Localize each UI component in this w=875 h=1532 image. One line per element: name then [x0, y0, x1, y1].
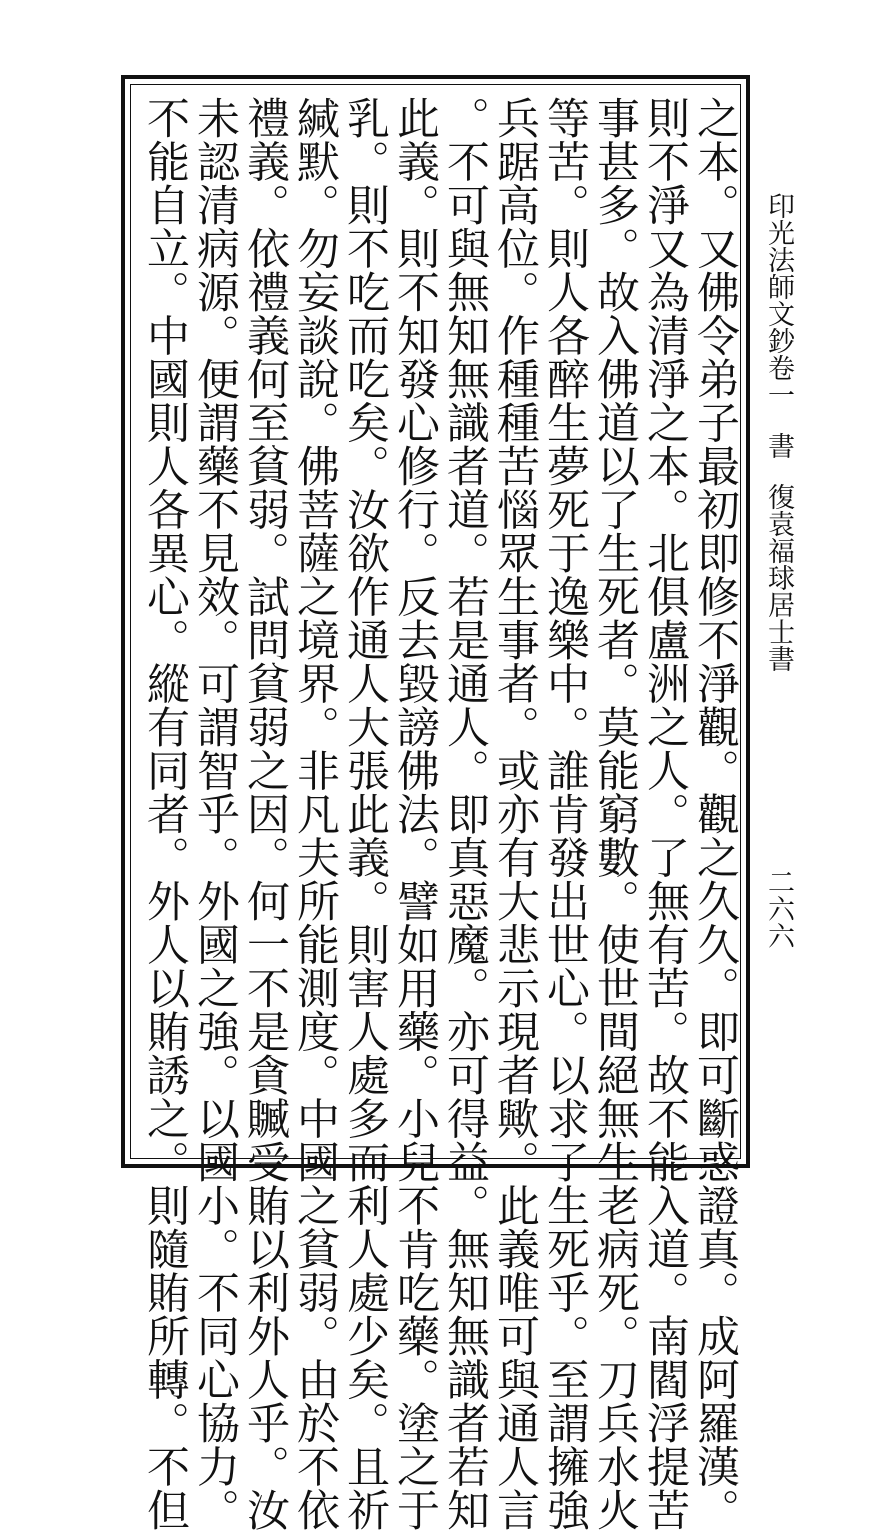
section-label: 書 — [763, 432, 794, 459]
text-column: 禮義。依禮義何至貧弱。試問貧弱之因。何一不是貪贓受賄以利外人乎。汝 — [240, 96, 290, 1532]
text-column: 未認清病源。便謂藥不見效。可謂智乎。外國之強。以國小。不同心協力。 — [190, 96, 240, 1532]
text-column: 事甚多。故入佛道以了生死者。莫能窮數。使世間絕無生老病死。刀兵水火 — [590, 96, 640, 1532]
text-column: 之本。又佛令弟子最初即修不淨觀。觀之久久。即可斷惑證真。成阿羅漢。 — [690, 96, 740, 1532]
text-column: 兵踞高位。作種種苦惱眾生事者。或亦有大悲示現者歟。此義唯可與通人言 — [490, 96, 540, 1532]
text-column: 等苦。則人各醉生夢死于逸樂中。誰肯發出世心。以求了生死乎。至謂擁強 — [540, 96, 590, 1532]
text-column: 則不淨又為清淨之本。北俱盧洲之人。了無有苦。故不能入道。南閻浮提苦 — [640, 96, 690, 1532]
running-header — [765, 192, 792, 672]
text-column: 不能自立。中國則人各異心。縱有同者。外人以賄誘之。則隨賄所轉。不但 — [140, 96, 190, 1532]
letter-title: 復袁福球居士書 — [763, 483, 794, 672]
text-column: 。不可與無知無識者道。若是通人。即真惡魔。亦可得益。無知無識者若知 — [440, 96, 490, 1532]
text-column: 緘默。勿妄談說。佛菩薩之境界。非凡夫所能測度。中國之貧弱。由於不依 — [290, 96, 340, 1532]
book-title: 印光法師文鈔卷一 — [763, 192, 794, 408]
text-column: 乳。則不吃而吃矣。汝欲作通人大張此義。則害人處多而利人處少矣。且祈 — [340, 96, 390, 1532]
text-column: 此義。則不知發心修行。反去毀謗佛法。譬如用藥。小兒不肯吃藥。塗之于 — [390, 96, 440, 1532]
page-number: 二六六 — [763, 868, 794, 949]
main-text — [136, 96, 740, 1532]
